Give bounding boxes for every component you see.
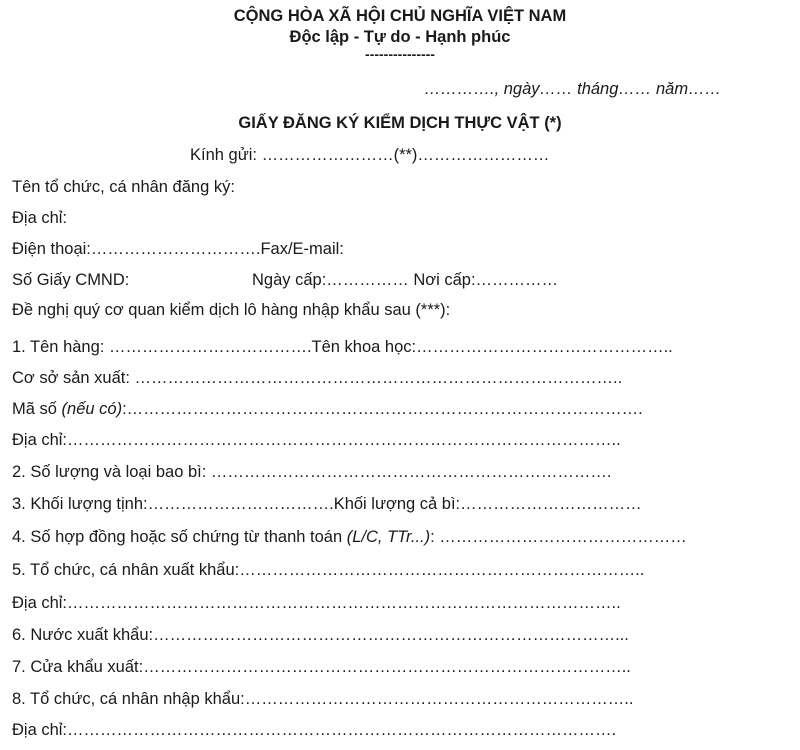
- producer-field: Cơ sở sản xuất: ……………………………………………………………………………..: [12, 369, 623, 387]
- importer-field: 8. Tổ chức, cá nhân nhập khẩu:……………………………………………………………..: [12, 690, 634, 708]
- code-field: [12, 399, 643, 419]
- quantity-packaging-field: 2. Số lượng và loại bao bì: ……………………………………………………………….: [12, 463, 612, 481]
- org-name-field: Tên tổ chức, cá nhân đăng ký:: [12, 178, 235, 196]
- code-dots: :………………………………………………………………………………….: [122, 400, 643, 418]
- heading-rule: ---------------: [365, 46, 435, 62]
- request-statement: Đề nghị quý cơ quan kiểm dịch lô hàng nhập khẩu sau (***):: [12, 301, 451, 319]
- contract-note: (L/C, TTr...): [346, 528, 431, 546]
- code-note: (nếu có): [61, 400, 123, 418]
- contract-field: [12, 527, 687, 547]
- phone-fax-field: Điện thoại:………………………….Fax/E-mail:: [12, 240, 344, 258]
- recipient-line: Kính gửi: ……………………(**)……………………: [190, 146, 550, 164]
- importer-address-field: Địa chỉ:……………………………………………………………………………………….: [12, 721, 617, 739]
- form-title: GIẤY ĐĂNG KÝ KIỂM DỊCH THỰC VẬT (*): [238, 114, 562, 132]
- address-field: Địa chỉ:: [12, 209, 68, 227]
- exporter-field: 5. Tổ chức, cá nhân xuất khẩu:………………………………………………………………..: [12, 561, 645, 579]
- motto: Độc lập - Tự do - Hạnh phúc: [289, 28, 511, 46]
- date-line: …………., ngày…… tháng…… năm……: [424, 80, 722, 98]
- code-label: Mã số: [12, 400, 62, 418]
- item-name-field: 1. Tên hàng: ……………………………….Tên khoa học:………………………………………..: [12, 338, 673, 356]
- contract-dots: : ………………………………………: [430, 528, 687, 546]
- country-heading: CỘNG HÒA XÃ HỘI CHỦ NGHĨA VIỆT NAM: [233, 7, 567, 25]
- exporter-address-field: Địa chỉ:………………………………………………………………………………………..: [12, 594, 621, 612]
- weight-field: 3. Khối lượng tịnh:…………………………….Khối lượng cả bì:……………………………: [12, 495, 642, 513]
- producer-address-field: Địa chỉ:………………………………………………………………………………………..: [12, 431, 621, 449]
- id-number-field: Số Giấy CMND:: [12, 271, 130, 289]
- export-country-field: 6. Nước xuất khẩu:…………………………………………………………………………...: [12, 626, 629, 644]
- export-gate-field: 7. Cửa khẩu xuất:……………………………………………………………………………..: [12, 658, 631, 676]
- contract-label: 4. Số hợp đồng hoặc số chứng từ thanh toán: [12, 528, 347, 546]
- issue-date-place-field: Ngày cấp:…………… Nơi cấp:……………: [252, 271, 559, 289]
